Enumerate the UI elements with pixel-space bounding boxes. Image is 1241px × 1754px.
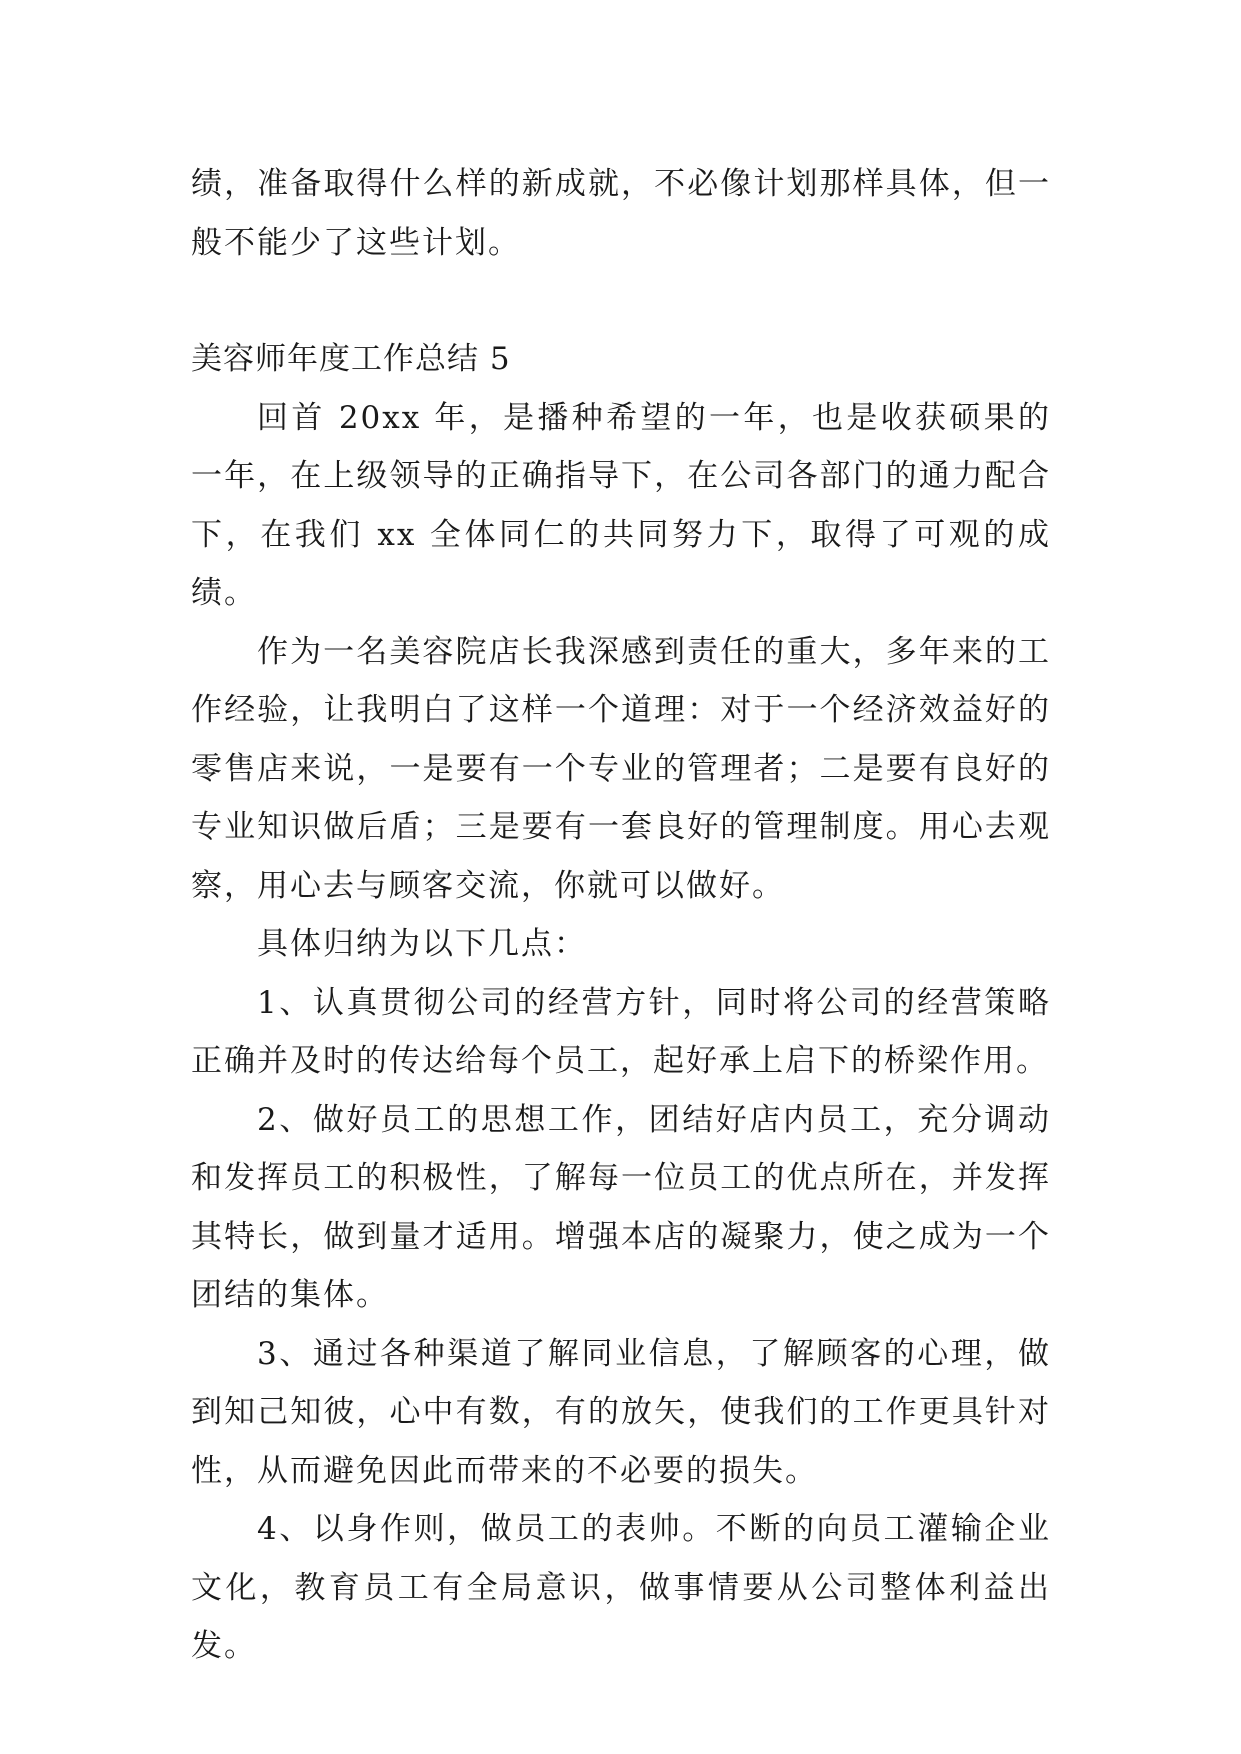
list-item-2: 2、做好员工的思想工作，团结好店内员工，充分调动和发挥员工的积极性，了解每一位员工的优点所在，并发挥其特长，做到量才适用。增强本店的凝聚力，使之成为一个团结的集体。 <box>191 1101 1051 1313</box>
section-title: 美容师年度工作总结 5 <box>191 341 511 377</box>
list-item-3: 3、通过各种渠道了解同业信息，了解顾客的心理，做到知己知彼，心中有数，有的放矢，使我们的工作更具针对性，从而避免因此而带来的不必要的损失。 <box>191 1335 1051 1489</box>
continuation-paragraph: 绩，准备取得什么样的新成就，不必像计划那样具体，但一般不能少了这些计划。 <box>191 166 1051 261</box>
paragraph-experience: 作为一名美容院店长我深感到责任的重大，多年来的工作经验，让我明白了这样一个道理：对于一个经济效益好的零售店来说，一是要有一个专业的管理者；二是要有良好的专业知识做后盾；三是要有一套良好的管理制度。用心去观察，用心去与顾客交流，你就可以做好。 <box>191 633 1051 904</box>
list-item-4: 4、以身作则，做员工的表帅。不断的向员工灌输企业文化，教育员工有全局意识，做事情要从公司整体利益出发。 <box>191 1511 1051 1664</box>
section-gap <box>191 272 1051 330</box>
list-item-1: 1、认真贯彻公司的经营方针，同时将公司的经营策略正确并及时的传达给每个员工，起好承上启下的桥梁作用。 <box>191 984 1051 1079</box>
document-body <box>191 155 1051 1676</box>
paragraph-intro: 回首 20xx 年，是播种希望的一年，也是收获硕果的一年，在上级领导的正确指导下，在公司各部门的通力配合下，在我们 xx 全体同仁的共同努力下，取得了可观的成绩。 <box>191 399 1051 611</box>
paragraph-summary-lead: 具体归纳为以下几点： <box>257 926 587 962</box>
